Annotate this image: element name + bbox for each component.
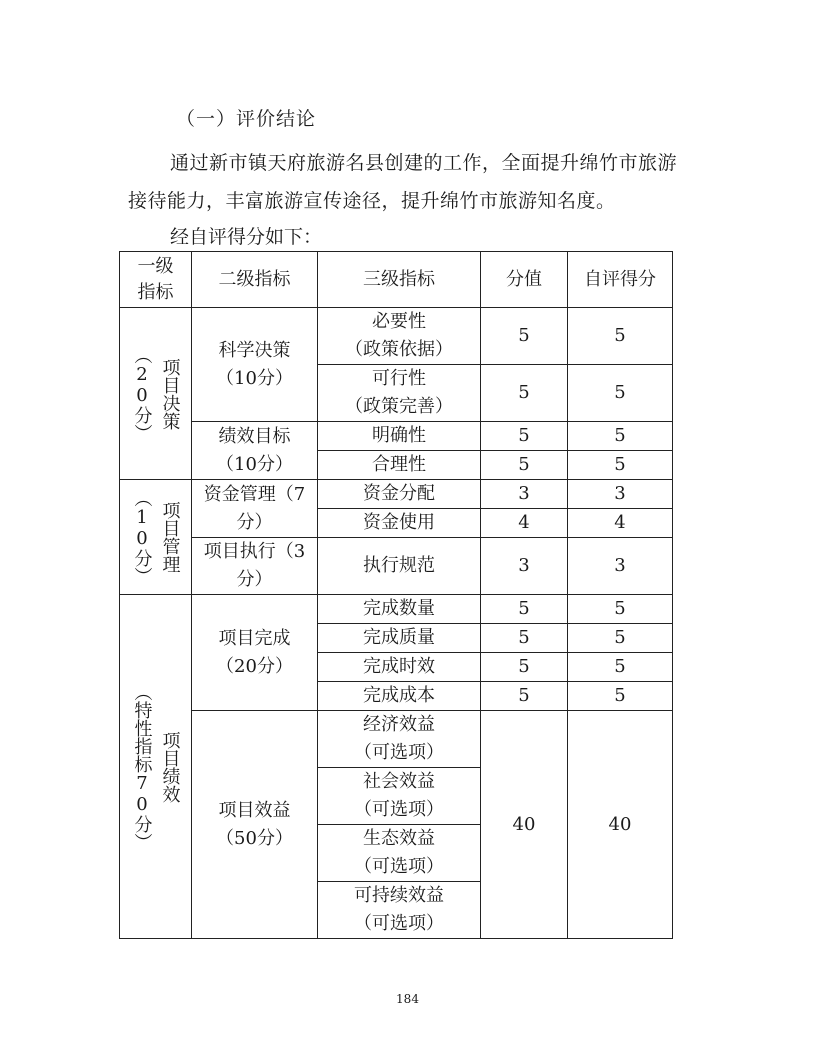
self-score-cell: 5 bbox=[568, 653, 673, 682]
header-level3: 三级指标 bbox=[318, 252, 481, 308]
group-performance-points: （特性指标70分） bbox=[131, 682, 153, 851]
level2-xmwc: 项目完成 （20分） bbox=[192, 595, 318, 711]
section-heading: （一）评价结论 bbox=[176, 108, 317, 130]
table-row bbox=[120, 595, 673, 624]
level3-cell: 明确性 bbox=[318, 422, 481, 451]
evaluation-table bbox=[119, 251, 673, 939]
level3-cell: 必要性 （政策依据） bbox=[318, 308, 481, 365]
self-score-cell: 5 bbox=[568, 624, 673, 653]
self-score-cell: 4 bbox=[568, 509, 673, 538]
group-performance bbox=[120, 595, 192, 939]
level3-cell: 完成时效 bbox=[318, 653, 481, 682]
benefit-score-cell: 40 bbox=[481, 711, 568, 939]
score-cell: 5 bbox=[481, 624, 568, 653]
intro-text: 经自评得分如下： bbox=[170, 226, 323, 248]
level2-zjgl: 资金管理（7 分） bbox=[192, 480, 318, 538]
header-level2: 二级指标 bbox=[192, 252, 318, 308]
level3-cell: 完成数量 bbox=[318, 595, 481, 624]
group-decision-name: 项目决策 bbox=[159, 357, 181, 430]
header-level1: 一级指标 bbox=[120, 252, 192, 308]
self-score-cell: 3 bbox=[568, 538, 673, 595]
score-cell: 5 bbox=[481, 308, 568, 365]
level2-kxjc: 科学决策 （10分） bbox=[192, 308, 318, 422]
level3-cell: 可行性 （政策完善） bbox=[318, 365, 481, 422]
level2-xmzx: 项目执行（3 分） bbox=[192, 538, 318, 595]
group-decision-points: （20分） bbox=[131, 345, 153, 442]
group-performance-name: 项目绩效 bbox=[159, 730, 181, 803]
level2-xmxy: 项目效益 （50分） bbox=[192, 711, 318, 939]
level3-cell: 完成质量 bbox=[318, 624, 481, 653]
level3-cell: 生态效益 （可选项） bbox=[318, 825, 481, 882]
table-row bbox=[120, 538, 673, 595]
table-row bbox=[120, 711, 673, 768]
self-score-cell: 5 bbox=[568, 451, 673, 480]
level3-cell: 社会效益 （可选项） bbox=[318, 768, 481, 825]
score-cell: 4 bbox=[481, 509, 568, 538]
level3-cell: 完成成本 bbox=[318, 682, 481, 711]
score-cell: 5 bbox=[481, 682, 568, 711]
table-header-row bbox=[120, 252, 673, 308]
score-cell: 5 bbox=[481, 451, 568, 480]
level3-cell: 合理性 bbox=[318, 451, 481, 480]
group-management-points: （10分） bbox=[131, 489, 153, 585]
level3-cell: 资金使用 bbox=[318, 509, 481, 538]
self-score-cell: 3 bbox=[568, 480, 673, 509]
group-decision bbox=[120, 308, 192, 480]
group-management bbox=[120, 480, 192, 595]
self-score-cell: 5 bbox=[568, 365, 673, 422]
table-row bbox=[120, 308, 673, 365]
conclusion-paragraph: 通过新市镇天府旅游名县创建的工作，全面提升绵竹市旅游接待能力，丰富旅游宣传途径，提升绵竹市旅游知名度。 bbox=[128, 152, 678, 212]
level2-jxmb: 绩效目标 （10分） bbox=[192, 422, 318, 480]
header-score: 分值 bbox=[481, 252, 568, 308]
level3-cell: 可持续效益 （可选项） bbox=[318, 882, 481, 939]
level3-cell: 资金分配 bbox=[318, 480, 481, 509]
table-row bbox=[120, 480, 673, 509]
header-self-score: 自评得分 bbox=[568, 252, 673, 308]
benefit-self-score-cell: 40 bbox=[568, 711, 673, 939]
self-score-cell: 5 bbox=[568, 595, 673, 624]
score-cell: 3 bbox=[481, 480, 568, 509]
table-row bbox=[120, 422, 673, 451]
group-management-name: 项目管理 bbox=[159, 501, 181, 573]
self-score-cell: 5 bbox=[568, 682, 673, 711]
score-cell: 5 bbox=[481, 653, 568, 682]
level3-cell: 经济效益 （可选项） bbox=[318, 711, 481, 768]
score-cell: 5 bbox=[481, 595, 568, 624]
self-score-cell: 5 bbox=[568, 422, 673, 451]
score-cell: 5 bbox=[481, 365, 568, 422]
score-cell: 3 bbox=[481, 538, 568, 595]
page-number: 184 bbox=[396, 992, 419, 1006]
self-score-cell: 5 bbox=[568, 308, 673, 365]
score-cell: 5 bbox=[481, 422, 568, 451]
level3-cell: 执行规范 bbox=[318, 538, 481, 595]
